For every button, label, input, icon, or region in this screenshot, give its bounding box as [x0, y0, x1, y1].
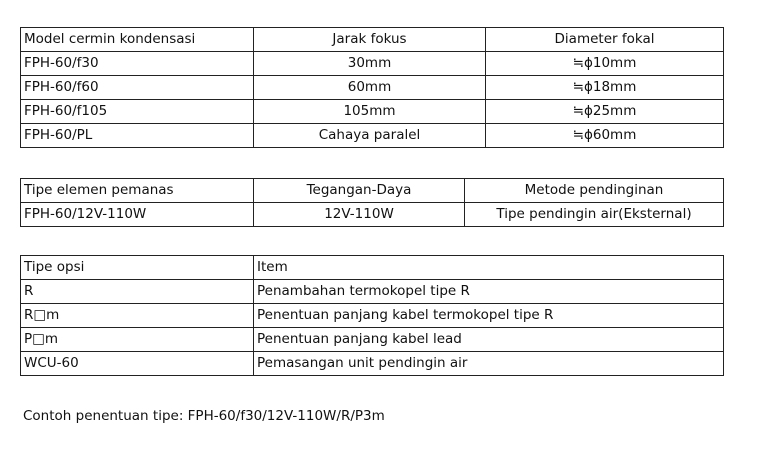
header-cell: Metode pendinginan — [465, 179, 724, 203]
table-row — [21, 352, 724, 376]
table-cell: ≒ϕ25mm — [486, 100, 724, 124]
table-row — [21, 328, 724, 352]
table-cell: Cahaya paralel — [254, 124, 486, 148]
table-header-row — [21, 179, 724, 203]
example-note: Contoh penentuan tipe: FPH-60/f30/12V-110W/R/P3m — [23, 408, 385, 424]
table-cell: ≒ϕ60mm — [486, 124, 724, 148]
table-cell: ≒ϕ18mm — [486, 76, 724, 100]
table-row — [21, 76, 724, 100]
table-row — [21, 304, 724, 328]
table-cell: Penentuan panjang kabel termokopel tipe R — [254, 304, 724, 328]
table-cell: 60mm — [254, 76, 486, 100]
table-cell: Penambahan termokopel tipe R — [254, 280, 724, 304]
table-cell: FPH-60/PL — [21, 124, 254, 148]
table-cell: WCU-60 — [21, 352, 254, 376]
table-cell: R□m — [21, 304, 254, 328]
table-row — [21, 280, 724, 304]
header-cell: Item — [254, 256, 724, 280]
table-header-row — [21, 256, 724, 280]
table-cell: 12V-110W — [254, 203, 465, 227]
mirror-table — [20, 27, 724, 148]
table-cell: P□m — [21, 328, 254, 352]
table-cell: Penentuan panjang kabel lead — [254, 328, 724, 352]
table-cell: FPH-60/f30 — [21, 52, 254, 76]
table-row — [21, 124, 724, 148]
header-cell: Jarak fokus — [254, 28, 486, 52]
table-cell: Tipe pendingin air(Eksternal) — [465, 203, 724, 227]
heater-table — [20, 178, 724, 227]
header-cell: Model cermin kondensasi — [21, 28, 254, 52]
header-cell: Tipe opsi — [21, 256, 254, 280]
table-cell: ≒ϕ10mm — [486, 52, 724, 76]
table-cell: R — [21, 280, 254, 304]
header-cell: Tipe elemen pemanas — [21, 179, 254, 203]
table-row — [21, 52, 724, 76]
table-row — [21, 203, 724, 227]
table-cell: FPH-60/12V-110W — [21, 203, 254, 227]
table-cell: 30mm — [254, 52, 486, 76]
header-cell: Diameter fokal — [486, 28, 724, 52]
table-header-row — [21, 28, 724, 52]
table-cell: FPH-60/f60 — [21, 76, 254, 100]
table-cell: Pemasangan unit pendingin air — [254, 352, 724, 376]
table-cell: 105mm — [254, 100, 486, 124]
table-row — [21, 100, 724, 124]
option-table — [20, 255, 724, 376]
header-cell: Tegangan-Daya — [254, 179, 465, 203]
table-cell: FPH-60/f105 — [21, 100, 254, 124]
